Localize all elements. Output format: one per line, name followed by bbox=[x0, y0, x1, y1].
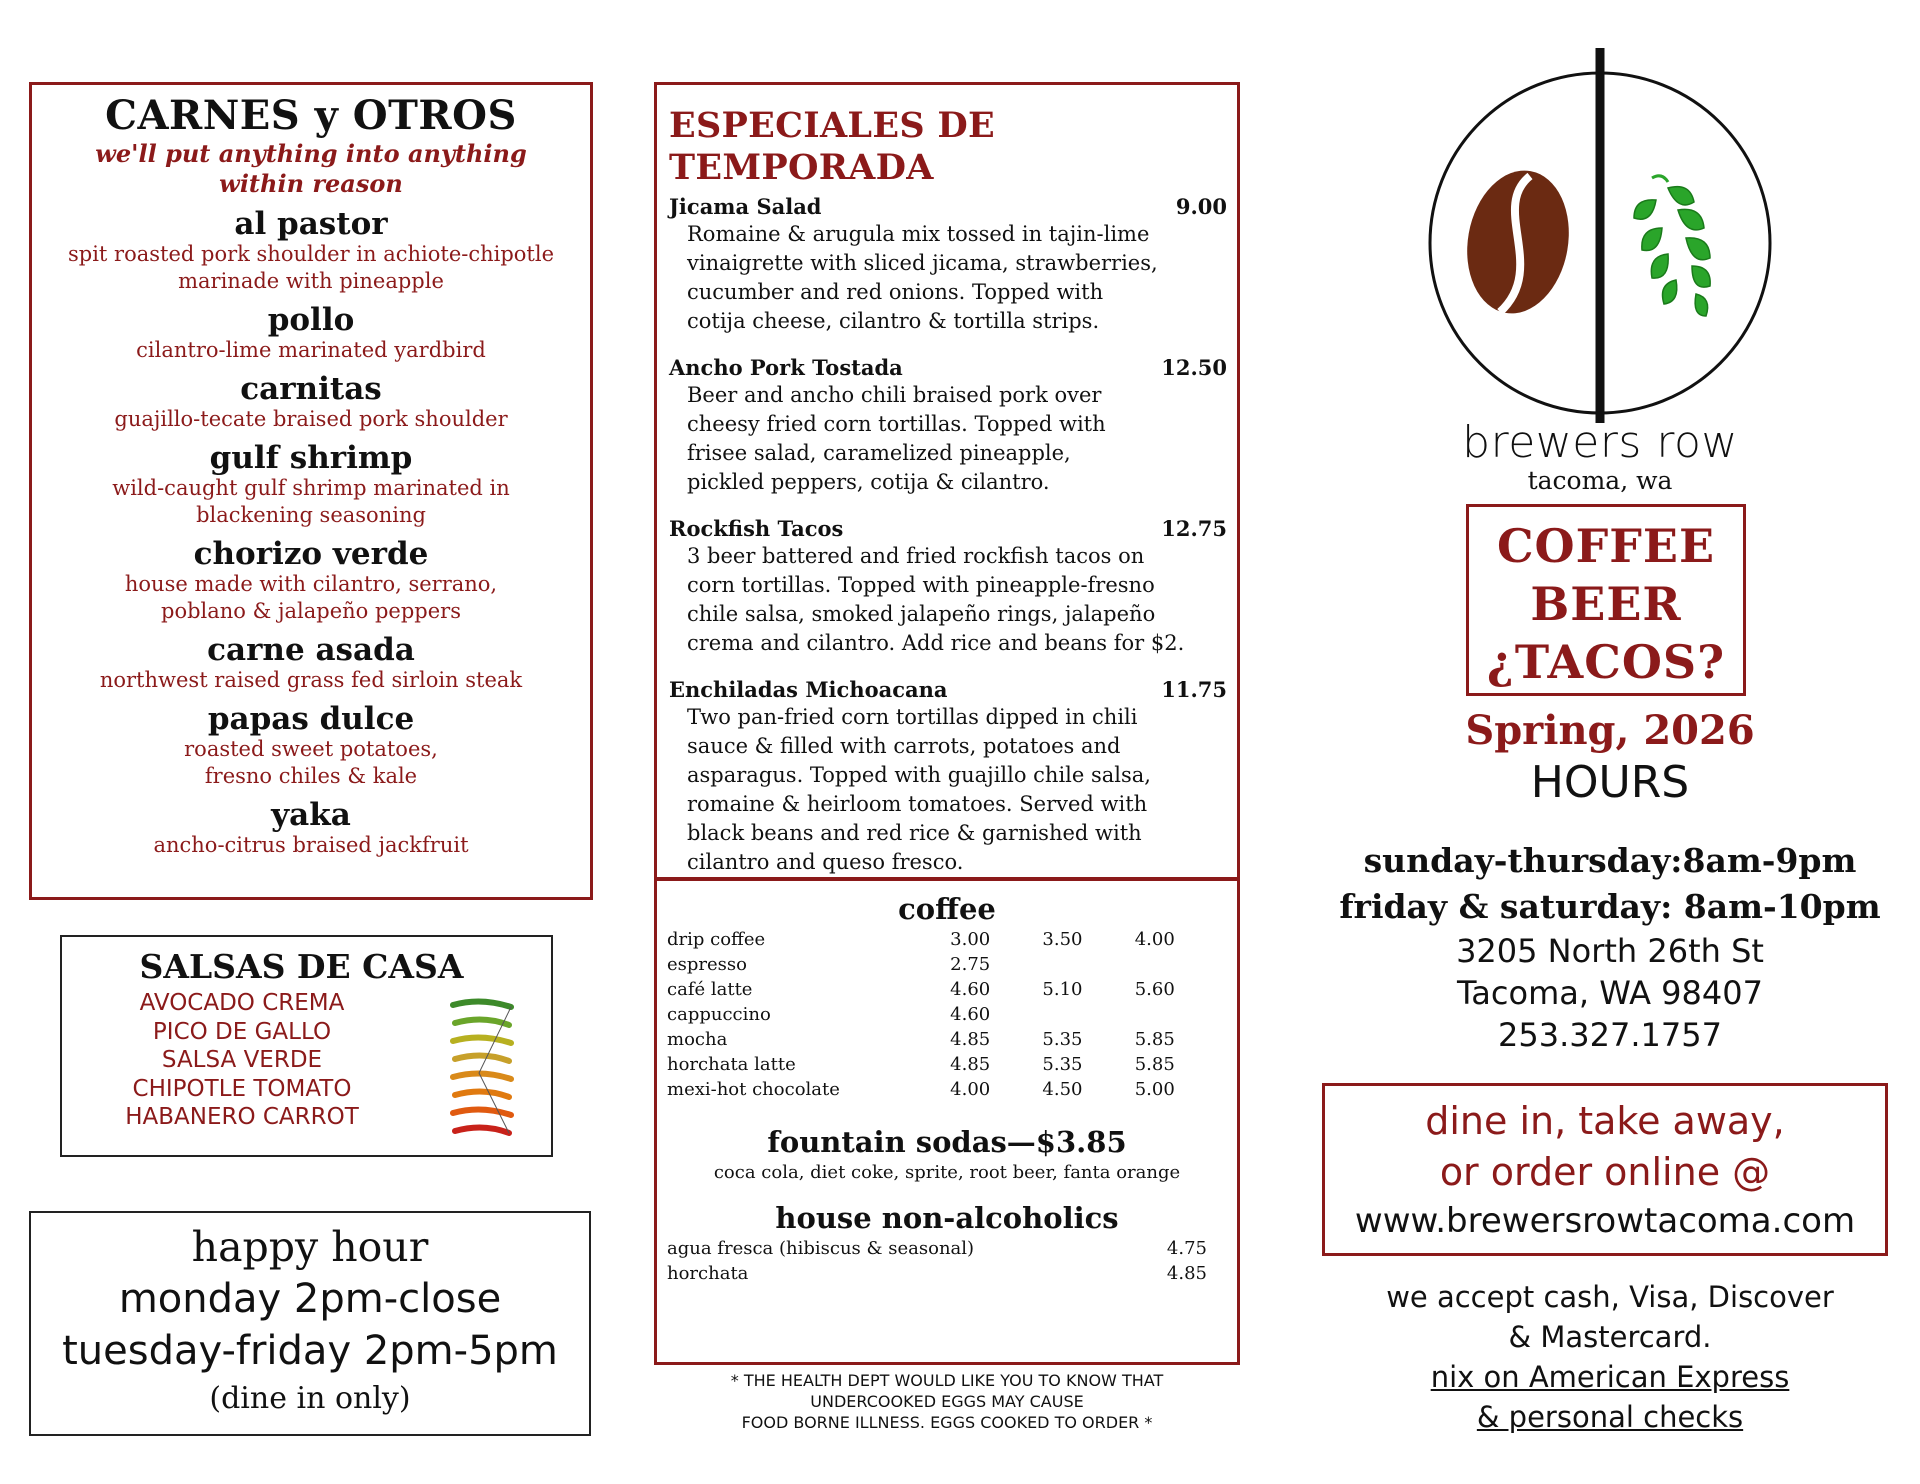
meat-desc: wild-caught gulf shrimp marinated in bbox=[112, 476, 510, 500]
happy-hour-line: tuesday-friday 2pm-5pm bbox=[62, 1328, 558, 1374]
drink-price: 2.75 bbox=[950, 954, 991, 975]
hours-block bbox=[1320, 838, 1900, 1056]
drinks-section bbox=[654, 878, 1240, 1365]
coffee-title: coffee bbox=[898, 892, 996, 926]
health-notice-line: FOOD BORNE ILLNESS. EGGS COOKED TO ORDER * bbox=[741, 1413, 1153, 1432]
drink-name: mocha bbox=[667, 1029, 728, 1050]
payment-line: & Mastercard. bbox=[1508, 1320, 1712, 1354]
payment-line: we accept cash, Visa, Discover bbox=[1386, 1280, 1834, 1314]
order-line: dine in, take away, bbox=[1425, 1099, 1785, 1143]
health-notice-line: * THE HEALTH DEPT WOULD LIKE YOU TO KNOW THAT bbox=[730, 1371, 1164, 1390]
drink-price: 5.60 bbox=[1134, 979, 1175, 1000]
special-price: 9.00 bbox=[1175, 194, 1227, 219]
drink-price: 5.10 bbox=[1042, 979, 1083, 1000]
hours-title: HOURS bbox=[1530, 757, 1690, 808]
meat-name: gulf shrimp bbox=[209, 440, 413, 476]
table-row bbox=[667, 1027, 1227, 1052]
drink-name: drip coffee bbox=[667, 929, 766, 950]
list-item: PICO DE GALLO bbox=[152, 1018, 332, 1045]
drink-price: 5.00 bbox=[1134, 1079, 1175, 1100]
slogan-box bbox=[1466, 504, 1746, 696]
special-desc-line: corn tortillas. Topped with pineapple-fresno bbox=[687, 573, 1155, 597]
drink-price: 3.50 bbox=[1042, 929, 1083, 950]
drink-price bbox=[1042, 1002, 1134, 1027]
list-item bbox=[32, 633, 590, 694]
meat-name: carne asada bbox=[207, 632, 415, 668]
list-item bbox=[32, 702, 590, 790]
special-name: Rockfish Tacos bbox=[669, 516, 844, 541]
carnes-section bbox=[29, 82, 593, 900]
special-desc-line: black beans and red rice & garnished with bbox=[687, 821, 1142, 845]
order-line: or order online @ bbox=[1439, 1150, 1771, 1194]
special-name: Jicama Salad bbox=[669, 194, 822, 219]
hours-line: friday & saturday: 8am-10pm bbox=[1339, 887, 1881, 926]
chili-peppers-icon bbox=[445, 993, 517, 1143]
special-desc-line: frisee salad, caramelized pineapple, bbox=[687, 441, 1071, 465]
table-row bbox=[667, 1236, 1227, 1261]
meat-list bbox=[32, 207, 590, 859]
meat-desc: cilantro-lime marinated yardbird bbox=[136, 338, 486, 362]
meat-desc: northwest raised grass fed sirloin steak bbox=[99, 668, 523, 692]
soda-list: coca cola, diet coke, sprite, root beer, fanta orange bbox=[713, 1162, 1181, 1183]
special-name: Ancho Pork Tostada bbox=[669, 355, 903, 380]
drink-name: horchata bbox=[667, 1263, 749, 1284]
list-item bbox=[669, 515, 1227, 658]
special-desc-line: cucumber and red onions. Topped with bbox=[687, 280, 1104, 304]
order-online-box bbox=[1322, 1083, 1888, 1256]
special-name: Enchiladas Michoacana bbox=[669, 677, 948, 702]
brand-block bbox=[1420, 418, 1780, 494]
drink-price bbox=[1042, 952, 1134, 977]
drink-price: 4.50 bbox=[1042, 1079, 1083, 1100]
drink-price: 5.35 bbox=[1042, 1029, 1083, 1050]
drink-price: 4.85 bbox=[1166, 1263, 1207, 1284]
meat-name: pollo bbox=[267, 302, 355, 338]
table-row bbox=[667, 1077, 1227, 1102]
table-row bbox=[667, 977, 1227, 1002]
special-desc-line: cheesy fried corn tortillas. Topped with bbox=[687, 412, 1106, 436]
list-item: CHIPOTLE TOMATO bbox=[132, 1075, 352, 1102]
meat-name: chorizo verde bbox=[193, 536, 429, 572]
drink-price: 4.85 bbox=[950, 1054, 991, 1075]
meat-desc: marinade with pineapple bbox=[178, 269, 444, 293]
drink-name: cappuccino bbox=[667, 1004, 771, 1025]
happy-hour-title: happy hour bbox=[191, 1223, 429, 1271]
nonalc-table bbox=[667, 1236, 1227, 1286]
happy-hour-note: (dine in only) bbox=[209, 1381, 411, 1416]
meat-desc: blackening seasoning bbox=[196, 503, 426, 527]
nonalc-title: house non-alcoholics bbox=[775, 1201, 1119, 1235]
coffee-bean-hop-logo-icon bbox=[1420, 48, 1780, 423]
drink-price: 4.00 bbox=[950, 1079, 991, 1100]
meat-name: al pastor bbox=[234, 206, 388, 242]
list-item: AVOCADO CREMA bbox=[139, 990, 345, 1016]
address-city: Tacoma, WA 98407 bbox=[1457, 974, 1763, 1012]
list-item bbox=[32, 372, 590, 433]
drink-price: 4.60 bbox=[950, 979, 991, 1000]
carnes-title: CARNES y OTROS bbox=[105, 92, 517, 139]
season-block bbox=[1380, 706, 1840, 810]
drink-price: 5.85 bbox=[1134, 1054, 1175, 1075]
meat-desc: poblano & jalapeño peppers bbox=[161, 599, 461, 623]
address-street: 3205 North 26th St bbox=[1456, 932, 1764, 970]
meat-desc: roasted sweet potatoes, bbox=[184, 737, 438, 761]
special-price: 11.75 bbox=[1161, 677, 1227, 702]
hours-line: sunday-thursday:8am-9pm bbox=[1363, 841, 1857, 880]
list-item: SALSA VERDE bbox=[161, 1047, 323, 1073]
special-price: 12.75 bbox=[1161, 516, 1227, 541]
special-list bbox=[669, 193, 1227, 877]
drink-price bbox=[1135, 1002, 1227, 1027]
slogan-line: ¿TACOS? bbox=[1486, 635, 1726, 689]
carnes-tagline: we'll put anything into anything bbox=[95, 139, 527, 168]
coffee-bean-icon bbox=[1456, 162, 1579, 321]
hop-icon bbox=[1634, 176, 1710, 316]
special-desc-line: crema and cilantro. Add rice and beans for $2. bbox=[687, 631, 1185, 655]
brand-city: tacoma, wa bbox=[1527, 466, 1673, 495]
meat-desc: ancho-citrus braised jackfruit bbox=[153, 833, 469, 857]
meat-name: yaka bbox=[271, 797, 351, 833]
payment-line: nix on American Express bbox=[1430, 1360, 1790, 1394]
special-desc-line: Two pan-fried corn tortillas dipped in chili bbox=[687, 705, 1138, 729]
drink-price: 4.75 bbox=[1166, 1238, 1207, 1259]
special-desc-line: 3 beer battered and fried rockfish tacos on bbox=[687, 544, 1145, 568]
table-row bbox=[667, 1002, 1227, 1027]
drink-name: agua fresca (hibiscus & seasonal) bbox=[667, 1238, 975, 1259]
list-item bbox=[669, 676, 1227, 877]
drink-price: 3.00 bbox=[950, 929, 991, 950]
special-desc-line: asparagus. Topped with guajillo chile salsa, bbox=[687, 763, 1151, 787]
happy-hour-line: monday 2pm-close bbox=[118, 1276, 502, 1322]
drink-name: mexi-hot chocolate bbox=[667, 1079, 840, 1100]
season-label: Spring, 2026 bbox=[1465, 707, 1755, 754]
meat-name: papas dulce bbox=[207, 701, 415, 737]
table-row bbox=[667, 927, 1227, 952]
special-desc-line: sauce & filled with carrots, potatoes and bbox=[687, 734, 1121, 758]
website-link[interactable]: www.brewersrowtacoma.com bbox=[1354, 1201, 1856, 1241]
brand-name: brewers row bbox=[1462, 417, 1738, 468]
happy-hour-section bbox=[29, 1211, 591, 1436]
slogan-line: COFFEE bbox=[1496, 519, 1716, 573]
list-item bbox=[32, 798, 590, 859]
payment-line: & personal checks bbox=[1476, 1400, 1744, 1434]
list-item bbox=[669, 193, 1227, 336]
special-desc-line: Romaine & arugula mix tossed in tajin-lime bbox=[687, 222, 1150, 246]
drink-price: 5.35 bbox=[1042, 1054, 1083, 1075]
table-row bbox=[667, 1261, 1227, 1286]
meat-desc: guajillo-tecate braised pork shoulder bbox=[114, 407, 508, 431]
drink-name: café latte bbox=[667, 979, 753, 1000]
slogan-line: BEER bbox=[1530, 577, 1682, 631]
special-desc-line: vinaigrette with sliced jicama, strawberries, bbox=[687, 251, 1158, 275]
phone-number: 253.327.1757 bbox=[1498, 1016, 1722, 1054]
drink-price: 5.85 bbox=[1134, 1029, 1175, 1050]
list-item bbox=[669, 354, 1227, 497]
drink-price bbox=[1135, 952, 1227, 977]
list-item bbox=[32, 303, 590, 364]
special-desc-line: Beer and ancho chili braised pork over bbox=[687, 383, 1102, 407]
health-notice-line: UNDERCOOKED EGGS MAY CAUSE bbox=[810, 1392, 1084, 1411]
especiales-section bbox=[654, 82, 1240, 880]
special-desc-line: pickled peppers, cotija & cilantro. bbox=[687, 470, 1050, 494]
sodas-title: fountain sodas—$3.85 bbox=[767, 1125, 1127, 1159]
meat-desc: spit roasted pork shoulder in achiote-chipotle bbox=[67, 242, 555, 266]
meat-desc: fresno chiles & kale bbox=[204, 764, 418, 788]
table-row bbox=[667, 1052, 1227, 1077]
especiales-title: ESPECIALES DE TEMPORADA bbox=[669, 105, 996, 188]
health-notice bbox=[654, 1370, 1240, 1433]
drink-price: 4.60 bbox=[950, 1004, 991, 1025]
drink-name: horchata latte bbox=[667, 1054, 796, 1075]
list-item bbox=[32, 207, 590, 295]
list-item: HABANERO CARROT bbox=[125, 1104, 359, 1130]
list-item bbox=[32, 441, 590, 529]
special-desc-line: chile salsa, smoked jalapeño rings, jalapeño bbox=[687, 602, 1156, 626]
payment-info bbox=[1360, 1277, 1860, 1437]
coffee-table bbox=[667, 927, 1227, 1102]
drink-name: espresso bbox=[667, 954, 747, 975]
carnes-tagline: within reason bbox=[219, 169, 403, 198]
list-item bbox=[32, 537, 590, 625]
meat-name: carnitas bbox=[240, 371, 382, 407]
special-desc-line: romaine & heirloom tomatoes. Served with bbox=[687, 792, 1148, 816]
special-desc-line: cilantro and queso fresco. bbox=[687, 850, 964, 874]
salsas-title: SALSAS DE CASA bbox=[139, 947, 464, 986]
salsas-section bbox=[60, 935, 553, 1157]
drink-price: 4.85 bbox=[950, 1029, 991, 1050]
salsa-list bbox=[62, 989, 422, 1132]
special-price: 12.50 bbox=[1161, 355, 1227, 380]
drink-price: 4.00 bbox=[1134, 929, 1175, 950]
special-desc-line: cotija cheese, cilantro & tortilla strips. bbox=[687, 309, 1100, 333]
meat-desc: house made with cilantro, serrano, bbox=[124, 572, 498, 596]
table-row bbox=[667, 952, 1227, 977]
